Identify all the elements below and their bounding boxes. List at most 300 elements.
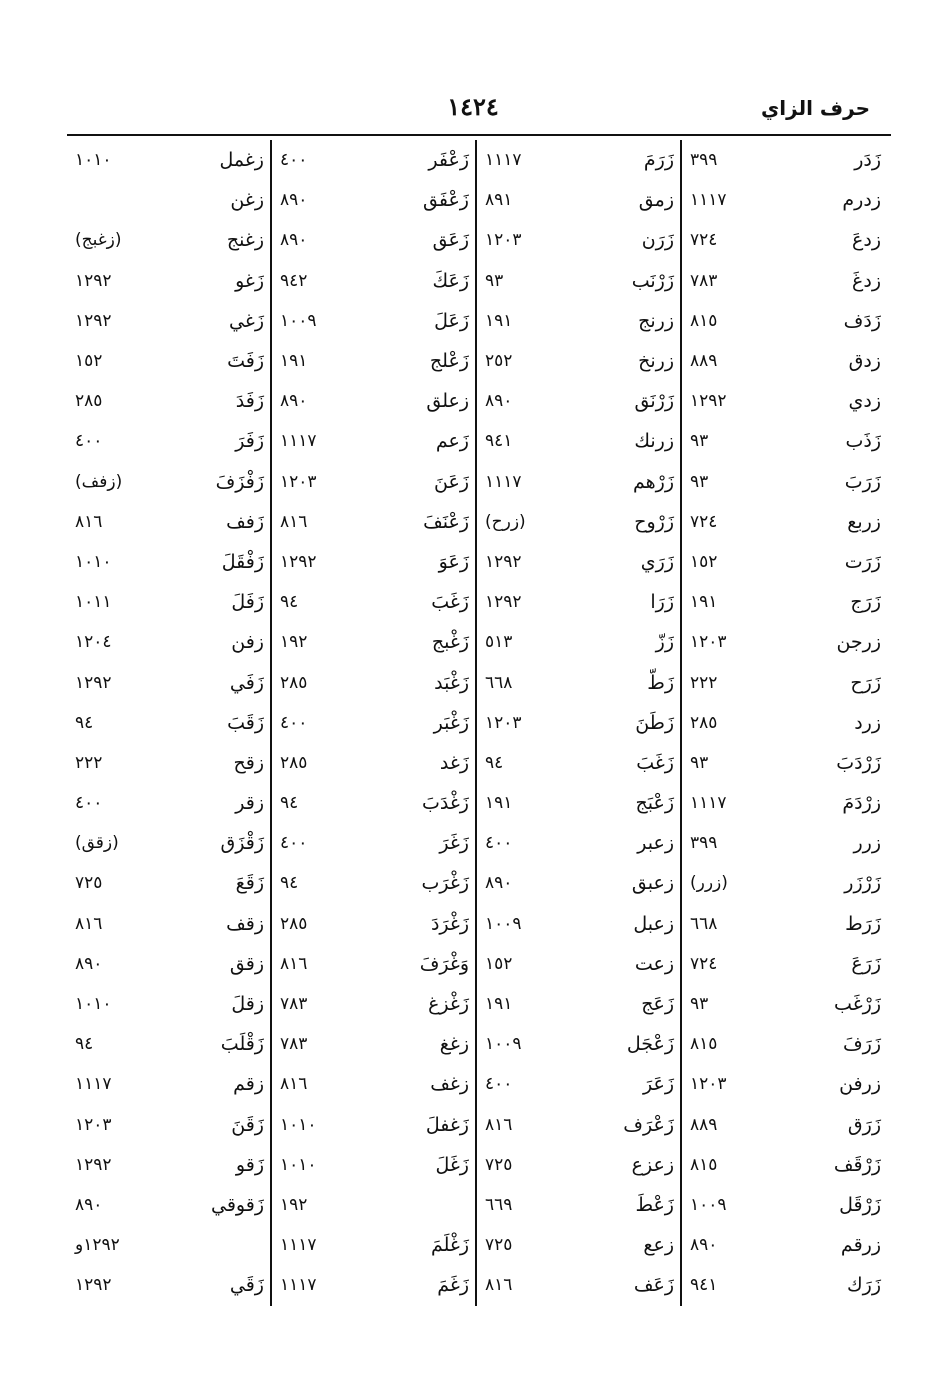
entry-word: زَعَرَ: [643, 1073, 674, 1096]
entry-word: زَفَلَ: [231, 591, 264, 614]
index-entry: [483, 904, 674, 944]
entry-word: زَقْزَق: [220, 832, 264, 855]
entry-page-ref: ٤٠٠: [280, 712, 308, 733]
entry-page-ref: ١٠٠٩: [485, 913, 522, 934]
entry-page-ref: ٧٨٣: [280, 994, 308, 1015]
entry-page-ref: ١٠١٠: [280, 1114, 317, 1135]
entry-page-ref: ١٩١: [280, 351, 308, 372]
entry-page-ref: ٢٨٥: [690, 712, 718, 733]
index-entry: [688, 984, 881, 1024]
index-entry: [278, 462, 469, 502]
index-entry: [483, 421, 674, 461]
entry-page-ref: ٨٩٠: [75, 953, 103, 974]
entry-word: زعبر: [637, 832, 674, 855]
entry-word: زفن: [231, 631, 264, 654]
entry-page-ref: ١٠١١: [75, 592, 112, 613]
index-entry: [688, 1185, 881, 1225]
entry-page-ref: ٢٢٢: [75, 752, 103, 773]
entry-word: زقر: [235, 792, 264, 815]
entry-page-ref: ٨٨٩: [690, 351, 718, 372]
entry-page-ref: ٨٩٠: [280, 391, 308, 412]
entry-page-ref: ١٠١٠: [75, 551, 112, 572]
entry-word: زَعَلَ: [434, 309, 469, 332]
entry-word: زَفَتَ: [227, 350, 264, 373]
index-entry: [73, 823, 264, 863]
entry-word: زعع: [643, 1234, 674, 1257]
index-entry: [278, 622, 469, 662]
entry-page-ref: (زفف): [75, 471, 123, 492]
entry-word: زَرَت: [844, 550, 881, 573]
entry-page-ref: (زغبج): [75, 230, 122, 251]
entry-page-ref: ١٢٩٢: [75, 310, 112, 331]
index-entry: [688, 703, 881, 743]
entry-word: زدق: [848, 350, 881, 373]
entry-word: زَغفلَ: [425, 1113, 469, 1136]
entry-word: زَرَمَ: [643, 149, 674, 172]
index-entry: [483, 944, 674, 984]
index-entry: [483, 743, 674, 783]
entry-word: زربع: [847, 510, 881, 533]
index-entry: [483, 622, 674, 662]
entry-word: زَغْزغ: [428, 993, 469, 1016]
entry-page-ref: ٨١٦: [280, 511, 308, 532]
index-entry: [73, 140, 264, 180]
index-entry: [73, 743, 264, 783]
entry-word: زغف: [430, 1073, 469, 1096]
entry-word: زَرَط: [845, 912, 881, 935]
index-entry: [278, 582, 469, 622]
entry-word: زَرْغَب: [834, 993, 881, 1016]
entry-word: زَرَفَ: [842, 1033, 881, 1056]
entry-word: زَرَعَ: [851, 952, 881, 975]
index-entry: [483, 863, 674, 903]
entry-page-ref: ٧٨٣: [280, 1034, 308, 1055]
entry-page-ref: ١٢٩٢: [280, 551, 317, 572]
entry-page-ref: ٨٩٠: [280, 230, 308, 251]
entry-word: زَفْقَلَ: [221, 550, 264, 573]
entry-word: زَرْزَر: [844, 872, 881, 895]
entry-page-ref: ٨١٥: [690, 310, 718, 331]
entry-page-ref: ٤٠٠: [485, 1074, 513, 1095]
entry-word: زَغْلَمَ: [430, 1234, 469, 1257]
entry-page-ref: ٢٥٢: [485, 351, 513, 372]
entry-page-ref: ١٥٢: [485, 953, 513, 974]
index-entry: [278, 261, 469, 301]
index-entry: [688, 582, 881, 622]
index-entry: [688, 863, 881, 903]
entry-word: زقف: [226, 912, 264, 935]
index-entry: [73, 1225, 264, 1265]
entry-word: وَغْرَفَ: [419, 952, 469, 975]
entry-word: زقلَ: [231, 993, 264, 1016]
entry-word: زَطَنَ: [635, 711, 674, 734]
index-entry: [483, 220, 674, 260]
entry-word: زَرَبَ: [844, 470, 881, 493]
entry-page-ref: ٩٤٢: [280, 270, 308, 291]
entry-page-ref: ١٠١٠: [280, 1154, 317, 1175]
entry-page-ref: ٢٨٥: [280, 752, 308, 773]
index-entry: [483, 984, 674, 1024]
entry-page-ref: ١١١٧: [485, 150, 522, 171]
entry-word: زَغَبَ: [636, 751, 674, 774]
entry-page-ref: ١٠٠٩: [690, 1194, 727, 1215]
entry-page-ref: (زرر): [690, 873, 728, 894]
index-entry: [483, 783, 674, 823]
index-entry: [688, 140, 881, 180]
entry-page-ref: ٧٢٥: [485, 1154, 513, 1175]
index-entry: [278, 823, 469, 863]
entry-word: زَرْقَف: [833, 1153, 881, 1176]
entry-page-ref: ٥١٣: [485, 632, 513, 653]
entry-page-ref: ٩٤: [280, 793, 299, 814]
entry-page-ref: ٩٣: [690, 994, 709, 1015]
index-entry: [73, 783, 264, 823]
index-entry: [278, 944, 469, 984]
index-grid: [67, 140, 887, 1306]
entry-page-ref: ١٢٠٣: [75, 1114, 112, 1135]
index-entry: [73, 662, 264, 702]
index-entry: [278, 1064, 469, 1104]
index-entry: [688, 301, 881, 341]
section-title: حرف الزاي: [760, 96, 870, 120]
entry-word: زقق: [229, 952, 264, 975]
entry-word: زقم: [233, 1073, 264, 1096]
index-entry: [278, 1145, 469, 1185]
entry-page-ref: ١٠١٠: [75, 994, 112, 1015]
index-entry: [73, 1064, 264, 1104]
entry-page-ref: ٩٤: [485, 752, 504, 773]
entry-page-ref: ٧٢٤: [690, 511, 718, 532]
entry-page-ref: ١١١٧: [690, 190, 727, 211]
entry-word: زرجن: [836, 631, 881, 654]
index-entry: [483, 582, 674, 622]
entry-page-ref: ١٢٩٢: [75, 672, 112, 693]
entry-page-ref: ١٥٢: [690, 551, 718, 572]
index-entry: [688, 381, 881, 421]
index-entry: [278, 1265, 469, 1305]
index-entry: [483, 1185, 674, 1225]
entry-word: زَذَب: [845, 430, 881, 453]
entry-word: زدرم: [842, 189, 881, 212]
entry-word: زَعْفَر: [428, 149, 469, 172]
entry-page-ref: ٨١٦: [75, 511, 103, 532]
index-entry: [278, 140, 469, 180]
entry-page-ref: ٨١٦: [280, 1074, 308, 1095]
entry-word: زَرَج: [850, 591, 881, 614]
index-entry: [483, 341, 674, 381]
entry-word: زَغو: [235, 269, 264, 292]
index-entry: [73, 462, 264, 502]
entry-word: زدي: [848, 390, 881, 413]
entry-word: زَفَرَ: [235, 430, 264, 453]
entry-page-ref: ٤٠٠: [280, 833, 308, 854]
entry-word: زَعْفَق: [423, 189, 469, 212]
entry-page-ref: ١٩١: [485, 310, 513, 331]
index-entry: [688, 743, 881, 783]
index-entry: [278, 783, 469, 823]
index-entry: [278, 904, 469, 944]
index-entry: [688, 1225, 881, 1265]
entry-page-ref: ١٢٠٣: [690, 632, 727, 653]
entry-word: زَغْبج: [431, 631, 469, 654]
entry-word: زغغ: [439, 1033, 469, 1056]
entry-word: زَرْنَب: [631, 269, 674, 292]
index-entry: [688, 542, 881, 582]
entry-word: زَغْبَر: [433, 711, 469, 734]
entry-word: زَرَن: [641, 229, 674, 252]
index-entry: [73, 1265, 264, 1305]
entry-page-ref: ١٢٩٢: [75, 1275, 112, 1296]
entry-word: زعبل: [633, 912, 674, 935]
index-entry: [483, 662, 674, 702]
index-entry: [483, 542, 674, 582]
entry-page-ref: ١٢٠٣: [690, 1074, 727, 1095]
entry-word: زغنج: [226, 229, 264, 252]
index-entry: [73, 180, 264, 220]
entry-word: زَعْطَ: [635, 1193, 674, 1216]
entry-page-ref: ٧٢٤: [690, 953, 718, 974]
index-entry: [73, 220, 264, 260]
header-rule: [67, 134, 891, 136]
index-entry: [483, 140, 674, 180]
entry-word: زرد: [854, 711, 881, 734]
entry-page-ref: ٦٦٩: [485, 1194, 513, 1215]
index-entry: [278, 1105, 469, 1145]
index-entry: [73, 1024, 264, 1064]
index-entry: [73, 984, 264, 1024]
index-entry: [73, 1105, 264, 1145]
index-entry: [73, 381, 264, 421]
entry-page-ref: ١٢٩٢و: [75, 1235, 120, 1256]
entry-word: زرنك: [634, 430, 674, 453]
index-entry: [73, 502, 264, 542]
index-entry: [688, 783, 881, 823]
entry-word: زَعَوَ: [438, 550, 469, 573]
index-entry: [278, 502, 469, 542]
entry-word: زرنج: [638, 309, 674, 332]
entry-page-ref: ٧٢٥: [75, 873, 103, 894]
entry-word: زَقَبَ: [227, 711, 264, 734]
entry-page-ref: ١٩٢: [280, 632, 308, 653]
entry-page-ref: ١٢٩٢: [75, 1154, 112, 1175]
entry-word: زَفف: [226, 510, 264, 533]
index-entry: [278, 1225, 469, 1265]
entry-page-ref: ٨١٦: [75, 913, 103, 934]
entry-page-ref: ١١١٧: [75, 1074, 112, 1095]
entry-word: زَرَي: [640, 550, 674, 573]
entry-page-ref: ٨١٦: [485, 1275, 513, 1296]
entry-page-ref: ١٢٠٣: [485, 712, 522, 733]
entry-page-ref: ٧٢٥: [485, 1235, 513, 1256]
entry-word: زَقو: [235, 1153, 264, 1176]
entry-page-ref: ٣٩٩: [690, 833, 718, 854]
entry-page-ref: ٦٦٨: [690, 913, 718, 934]
entry-word: زَغَلَ: [435, 1153, 469, 1176]
entry-word: زعلق: [426, 390, 469, 413]
index-entry: [73, 863, 264, 903]
entry-word: زَقَعَ: [235, 872, 264, 895]
index-entry: [278, 381, 469, 421]
entry-word: زَرَح: [850, 671, 881, 694]
index-entry: [688, 261, 881, 301]
entry-page-ref: ٢٨٥: [280, 672, 308, 693]
index-entry: [73, 1145, 264, 1185]
entry-page-ref: ٨٩٠: [485, 873, 513, 894]
entry-page-ref: ٩٤١: [485, 431, 513, 452]
entry-word: زَرْدَبَ: [836, 751, 881, 774]
index-entry: [73, 904, 264, 944]
entry-word: زَرْقَل: [839, 1193, 881, 1216]
entry-word: زَعْرَف: [623, 1113, 674, 1136]
index-entry: [688, 421, 881, 461]
index-entry: [73, 944, 264, 984]
entry-word: زَرَا: [650, 591, 674, 614]
index-column: [682, 140, 887, 1306]
entry-page-ref: ١٢٠٤: [75, 632, 112, 653]
index-entry: [278, 180, 469, 220]
index-entry: [688, 662, 881, 702]
entry-page-ref: ١٢٠٣: [280, 471, 317, 492]
entry-word: زَفْزَفَ: [215, 470, 264, 493]
entry-page-ref: ٨٩١: [485, 190, 513, 211]
entry-page-ref: ١١١٧: [485, 471, 522, 492]
index-entry: [688, 944, 881, 984]
entry-page-ref: ٨٨٩: [690, 1114, 718, 1135]
index-entry: [688, 1024, 881, 1064]
index-entry: [73, 703, 264, 743]
entry-word: زَقَي: [229, 1274, 264, 1297]
index-entry: [73, 341, 264, 381]
entry-page-ref: ٢٨٥: [280, 913, 308, 934]
entry-page-ref: ٤٠٠: [485, 833, 513, 854]
entry-page-ref: (زرح): [485, 511, 526, 532]
index-entry: [688, 462, 881, 502]
index-entry: [483, 502, 674, 542]
index-entry: [483, 703, 674, 743]
entry-page-ref: ٤٠٠: [75, 431, 103, 452]
entry-page-ref: ٧٢٤: [690, 230, 718, 251]
entry-page-ref: ٩٣: [485, 270, 504, 291]
entry-word: زَدَف: [843, 309, 881, 332]
index-entry: [278, 421, 469, 461]
entry-word: زَعَنَ: [434, 470, 469, 493]
index-entry: [278, 1185, 469, 1225]
index-entry: [483, 381, 674, 421]
index-entry: [483, 1064, 674, 1104]
entry-word: زَعْلج: [429, 350, 469, 373]
entry-word: زَرَك: [846, 1274, 881, 1297]
entry-page-ref: ١٢٩٢: [75, 270, 112, 291]
entry-word: زَغي: [229, 309, 264, 332]
index-entry: [278, 341, 469, 381]
page-number: ١٤٢٤: [447, 92, 499, 121]
entry-word: زدعَ: [852, 229, 881, 252]
entry-page-ref: ١٢٩٢: [485, 551, 522, 572]
index-entry: [688, 180, 881, 220]
index-column: [67, 140, 272, 1306]
index-entry: [483, 1024, 674, 1064]
entry-page-ref: ٩٣: [690, 431, 709, 452]
index-entry: [483, 1105, 674, 1145]
entry-page-ref: ٨١٥: [690, 1154, 718, 1175]
index-entry: [483, 180, 674, 220]
entry-page-ref: ١١١٧: [690, 793, 727, 814]
entry-page-ref: ١٠١٠: [75, 150, 112, 171]
entry-word: زقح: [233, 751, 264, 774]
entry-word: زَرْهم: [632, 470, 674, 493]
page-header: [70, 92, 876, 132]
index-entry: [688, 341, 881, 381]
index-entry: [688, 622, 881, 662]
index-entry: [278, 220, 469, 260]
entry-word: زَقوقي: [211, 1193, 264, 1216]
index-entry: [73, 301, 264, 341]
entry-word: زَغْرَدَ: [430, 912, 469, 935]
entry-word: زَغْرَب: [421, 872, 469, 895]
entry-page-ref: ٨٩٠: [280, 190, 308, 211]
entry-page-ref: ١٢٩٢: [690, 391, 727, 412]
entry-page-ref: ١٠٠٩: [280, 310, 317, 331]
entry-word: زغمل: [219, 149, 264, 172]
entry-word: زَزّ: [655, 631, 674, 654]
index-entry: [688, 1145, 881, 1185]
entry-word: زَعَج: [641, 993, 674, 1016]
entry-word: زَغْدَبَ: [422, 792, 469, 815]
entry-word: زَعَف: [633, 1274, 674, 1297]
index-entry: [73, 582, 264, 622]
entry-page-ref: ١٩١: [690, 592, 718, 613]
entry-page-ref: ٧٨٣: [690, 270, 718, 291]
entry-word: زعبق: [631, 872, 674, 895]
entry-word: زَغَبَ: [431, 591, 469, 614]
entry-page-ref: ٨١٦: [280, 953, 308, 974]
entry-page-ref: ١٥٢: [75, 351, 103, 372]
index-entry: [688, 1105, 881, 1145]
entry-word: زَعم: [435, 430, 469, 453]
entry-page-ref: ٨١٥: [690, 1034, 718, 1055]
entry-page-ref: ٨١٦: [485, 1114, 513, 1135]
entry-word: زرْدَمَ: [842, 792, 881, 815]
entry-page-ref: ٩٤: [75, 1034, 94, 1055]
entry-word: زَفَدَ: [235, 390, 264, 413]
entry-page-ref: ١٠٠٩: [485, 1034, 522, 1055]
index-entry: [483, 261, 674, 301]
entry-page-ref: ٩٤: [280, 592, 299, 613]
entry-word: زَرَق: [847, 1113, 881, 1136]
entry-word: زَعْبَج: [635, 792, 674, 815]
index-entry: [278, 542, 469, 582]
entry-word: زَطّ: [647, 671, 674, 694]
index-entry: [278, 984, 469, 1024]
index-entry: [688, 502, 881, 542]
entry-page-ref: ١١١٧: [280, 431, 317, 452]
entry-word: زَغد: [439, 751, 469, 774]
index-entry: [688, 1265, 881, 1305]
entry-page-ref: ١١١٧: [280, 1275, 317, 1296]
index-entry: [483, 823, 674, 863]
index-entry: [688, 220, 881, 260]
entry-page-ref: ١٩١: [485, 994, 513, 1015]
entry-page-ref: ١١١٧: [280, 1235, 317, 1256]
entry-page-ref: ٣٩٩: [690, 150, 718, 171]
index-column: [477, 140, 682, 1306]
entry-page-ref: ٨٩٠: [485, 391, 513, 412]
entry-word: زرنخ: [638, 350, 674, 373]
index-entry: [278, 301, 469, 341]
entry-word: زَرْوح: [634, 510, 674, 533]
entry-word: زرر: [853, 832, 881, 855]
entry-word: زَغَمَ: [437, 1274, 469, 1297]
